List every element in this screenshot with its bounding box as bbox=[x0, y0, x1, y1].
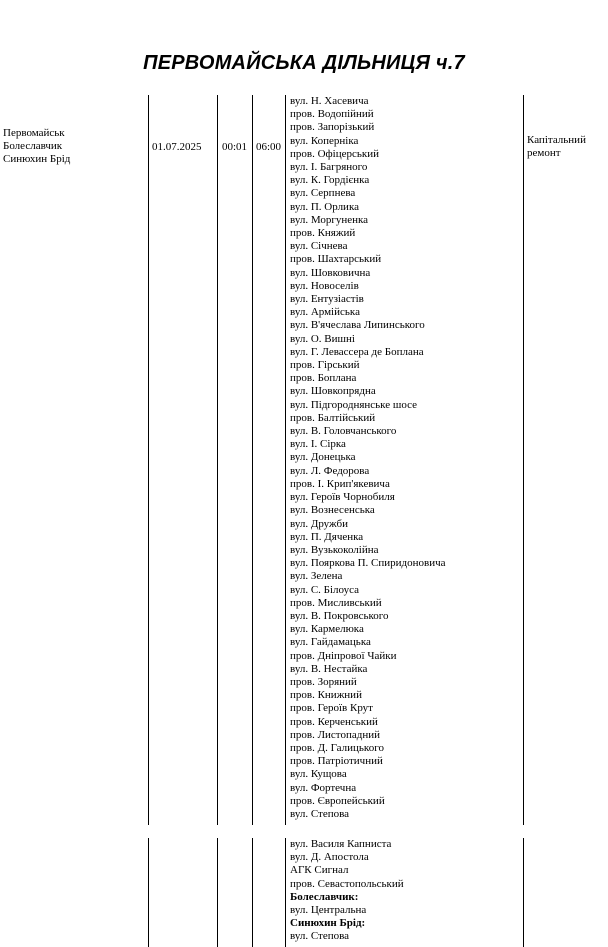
street-item: пров. І. Крип'якевича bbox=[290, 477, 390, 490]
street-item: вул. Моргуненка bbox=[290, 213, 369, 226]
street-item: вул. Вознесенська bbox=[290, 504, 375, 517]
streets-list bbox=[290, 95, 446, 821]
street-item: пров. Запорізький bbox=[290, 121, 375, 134]
column-divider bbox=[217, 95, 218, 825]
street-item: вул. В. Покровського bbox=[290, 609, 389, 622]
street-item: вул. Зелена bbox=[290, 570, 343, 583]
column-divider bbox=[523, 838, 524, 947]
street-item: пров. Д. Галицького bbox=[290, 741, 384, 754]
street-item: АГК Сигнал bbox=[290, 864, 349, 877]
work-type-line: Капітальний bbox=[527, 134, 586, 146]
street-item: вул. Новоселів bbox=[290, 279, 359, 292]
street-item: вул. Гайдамацька bbox=[290, 636, 371, 649]
street-item: вул. Степова bbox=[290, 807, 350, 820]
settlement-name: Синюхин Брід bbox=[3, 153, 71, 166]
column-divider bbox=[252, 95, 253, 825]
street-item: вул. І. Сірка bbox=[290, 438, 346, 451]
street-item: вул. Степова bbox=[290, 930, 350, 943]
street-item: пров. Мисливський bbox=[290, 596, 382, 609]
street-item: вул. Шовкопрядна bbox=[290, 385, 376, 398]
street-item: вул. Підгороднянське шосе bbox=[290, 398, 418, 411]
street-item: пров. Боплана bbox=[290, 372, 357, 385]
column-divider bbox=[523, 95, 524, 825]
street-item: вул. Д. Апостола bbox=[290, 851, 369, 864]
street-item: вул. Н. Хасевича bbox=[290, 95, 369, 107]
street-item: вул. О. Вишні bbox=[290, 332, 355, 345]
street-item: вул. Вузькоколійна bbox=[290, 543, 379, 556]
work-type-cell bbox=[527, 134, 586, 160]
street-item: вул. Січнева bbox=[290, 240, 348, 253]
street-item: пров. Офіцерський bbox=[290, 147, 379, 160]
settlement-name: Болеславчик bbox=[3, 140, 63, 153]
street-item: вул. В. Головчанського bbox=[290, 425, 397, 438]
street-item: вул. Кармелюка bbox=[290, 623, 364, 636]
column-divider bbox=[285, 838, 286, 947]
date-cell: 01.07.2025 bbox=[152, 141, 202, 153]
street-item: вул. Г. Левассера де Боплана bbox=[290, 345, 424, 358]
street-item: вул. Центральна bbox=[290, 904, 367, 917]
street-item: вул. Л. Федорова bbox=[290, 464, 370, 477]
page-title: ПЕРВОМАЙСЬКА ДІЛЬНИЦЯ ч.7 bbox=[143, 52, 465, 74]
time-end-cell: 06:00 bbox=[256, 141, 282, 153]
column-divider bbox=[217, 838, 218, 947]
street-item: вул. Пояркова П. Спиридоновича bbox=[290, 557, 446, 570]
street-item: пров. Балтійський bbox=[290, 411, 376, 424]
street-item: вул. Коперніка bbox=[290, 134, 359, 147]
street-item: пров. Севастопольський bbox=[290, 877, 404, 890]
time-start-cell: 00:01 bbox=[222, 141, 248, 153]
street-item: вул. В. Нестайка bbox=[290, 662, 368, 675]
street-item: пров. Керченський bbox=[290, 715, 378, 728]
column-divider bbox=[148, 838, 149, 947]
settlement-heading: Болеславчик: bbox=[290, 890, 359, 903]
street-item: пров. Патріотичний bbox=[290, 755, 383, 768]
column-divider bbox=[252, 838, 253, 947]
street-item: вул. Серпнева bbox=[290, 187, 356, 200]
street-item: пров. Княжий bbox=[290, 227, 356, 240]
street-item: пров. Зоряний bbox=[290, 675, 357, 688]
street-item: пров. Дніпрової Чайки bbox=[290, 649, 397, 662]
street-item: пров. Героїв Крут bbox=[290, 702, 373, 715]
street-item: вул. Донецька bbox=[290, 451, 356, 464]
street-item: вул. С. Білоуса bbox=[290, 583, 360, 596]
street-item: вул. І. Багряного bbox=[290, 161, 368, 174]
street-item: вул. Армійська bbox=[290, 306, 360, 319]
street-item: пров. Листопадний bbox=[290, 728, 380, 741]
work-type-line: ремонт bbox=[527, 147, 561, 160]
street-item: вул. В'ячеслава Липинського bbox=[290, 319, 425, 332]
street-item: вул. Ентузіастів bbox=[290, 293, 364, 306]
column-divider bbox=[148, 95, 149, 825]
street-item: вул. Героїв Чорнобиля bbox=[290, 491, 395, 504]
street-item: пров. Книжний bbox=[290, 689, 362, 702]
street-item: вул. П. Орлика bbox=[290, 200, 360, 213]
street-item: пров. Європейський bbox=[290, 794, 385, 807]
settlements-cell bbox=[3, 127, 70, 167]
street-item: пров. Водопійний bbox=[290, 108, 374, 121]
street-item: вул. П. Дяченка bbox=[290, 530, 364, 543]
street-item: вул. Кущова bbox=[290, 768, 347, 781]
street-item: пров. Гірський bbox=[290, 359, 360, 372]
column-divider bbox=[285, 95, 286, 825]
settlement-name: Первомайськ bbox=[3, 127, 65, 139]
streets-list-continued bbox=[290, 838, 404, 944]
street-item: вул. К. Гордієнка bbox=[290, 174, 370, 187]
street-item: вул. Василя Капниста bbox=[290, 838, 392, 850]
street-item: вул. Шовковична bbox=[290, 266, 371, 279]
street-item: вул. Фортечна bbox=[290, 781, 357, 794]
street-item: пров. Шахтарський bbox=[290, 253, 382, 266]
street-item: вул. Дружби bbox=[290, 517, 348, 530]
settlement-heading: Синюхин Брід: bbox=[290, 917, 366, 930]
